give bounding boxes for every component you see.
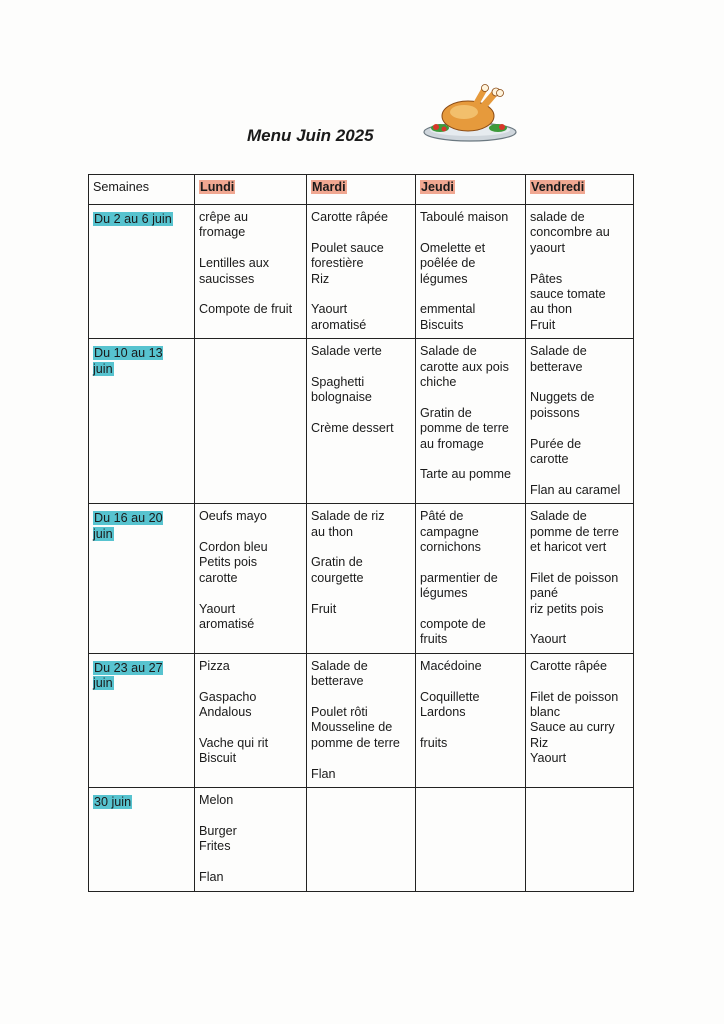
menu-item: Tarte au pomme (420, 467, 511, 482)
menu-item: Yaourt aromatisé (199, 601, 255, 632)
menu-item: Filet de poisson pané riz petits pois (530, 570, 619, 616)
menu-cell-mardi (307, 653, 416, 787)
weeks-header: Semaines (89, 175, 195, 205)
menu-item: Poulet rôti Mousseline de pomme de terre (311, 705, 400, 750)
menu-item: Poulet sauce forestière Riz (311, 240, 384, 286)
week-row (89, 504, 634, 654)
menu-item: Carotte râpée (530, 658, 608, 673)
menu-item: Salade verte (311, 344, 382, 359)
week-row (89, 205, 634, 339)
menu-cell-lundi (195, 653, 307, 787)
week-row (89, 653, 634, 787)
page-title: Menu Juin 2025 (247, 126, 374, 145)
menu-item: Flan (199, 870, 224, 885)
menu-item: Gratin de pomme de terre au fromage (420, 405, 509, 451)
menu-item: Filet de poisson blanc Sauce au curry Riz Yaourt (530, 689, 619, 766)
menu-cell-vendredi (526, 504, 634, 654)
day-header-mardi: Mardi (307, 175, 416, 205)
menu-item: Salade de betterave (530, 344, 587, 374)
menu-item: Spaghetti bolognaise (311, 375, 372, 405)
header-row (89, 175, 634, 205)
menu-cell-vendredi (526, 339, 634, 504)
day-header-lundi: Lundi (195, 175, 307, 205)
week-label-cell (89, 788, 195, 891)
menu-cell-jeudi (416, 788, 526, 891)
week-label: 30 juin (94, 795, 132, 810)
week-label-cell (89, 504, 195, 654)
menu-table (88, 174, 634, 892)
menu-cell-mardi (307, 205, 416, 339)
menu-item: Pizza (199, 658, 230, 673)
day-header-vendredi: Vendredi (526, 175, 634, 205)
menu-cell-jeudi (416, 504, 526, 654)
weeks-body (89, 205, 634, 892)
menu-item: Salade de carotte aux pois chiche (420, 344, 509, 390)
menu-item: Pâté de campagne cornichons (420, 509, 481, 555)
menu-item: Yaourt aromatisé (311, 302, 367, 332)
menu-item: Cordon bleu Petits pois carotte (199, 540, 268, 585)
menu-item: Burger Frites (199, 823, 237, 854)
menu-cell-vendredi (526, 205, 634, 339)
week-label: Du 10 au 13 juin (93, 346, 163, 376)
week-label-cell (89, 205, 195, 339)
menu-item: crêpe au fromage (199, 210, 249, 240)
day-header-jeudi: Jeudi (416, 175, 526, 205)
menu-item: Salade de pomme de terre et haricot vert (530, 509, 619, 555)
menu-cell-mardi (307, 788, 416, 891)
menu-cell-mardi (307, 339, 416, 504)
menu-item: Gratin de courgette (311, 555, 364, 585)
week-row (89, 339, 634, 504)
week-label: Du 2 au 6 juin (94, 212, 172, 226)
menu-item: Taboulé maison (420, 210, 509, 224)
menu-cell-vendredi (526, 788, 634, 891)
menu-item: Salade de riz au thon (311, 509, 385, 539)
menu-cell-jeudi (416, 339, 526, 504)
menu-cell-mardi (307, 504, 416, 654)
menu-item: parmentier de légumes (420, 570, 498, 601)
menu-item: Fruit (311, 601, 337, 616)
week-label: Du 23 au 27 juin (93, 660, 163, 691)
menu-item: Carotte râpée (311, 210, 389, 224)
menu-cell-jeudi (416, 205, 526, 339)
menu-item: Yaourt (530, 632, 567, 647)
menu-cell-lundi (195, 788, 307, 891)
menu-item: fruits (420, 735, 448, 750)
menu-cell-lundi (195, 339, 307, 504)
menu-item: emmental Biscuits (420, 302, 476, 332)
week-label-cell (89, 653, 195, 787)
menu-item: Crème dessert (311, 421, 394, 436)
week-label: Du 16 au 20 juin (93, 511, 163, 541)
menu-item: Purée de carotte (530, 436, 582, 467)
menu-item: Macédoine (420, 658, 482, 673)
menu-item: salade de concombre au yaourt (530, 210, 610, 255)
menu-item: Salade de betterave (311, 658, 368, 689)
menu-item: Melon (199, 793, 234, 808)
menu-item: Pâtes sauce tomate au thon Fruit (530, 271, 606, 332)
roast-chicken-icon (420, 82, 520, 144)
menu-item: Flan (311, 766, 336, 781)
menu-item: Coquillette Lardons (420, 689, 480, 720)
menu-cell-lundi (195, 504, 307, 654)
menu-item: Lentilles aux saucisses (199, 256, 270, 286)
menu-item: Oeufs mayo (199, 509, 267, 524)
menu-item: Gaspacho Andalous (199, 689, 257, 720)
menu-item: Vache qui rit Biscuit (199, 735, 269, 766)
menu-cell-jeudi (416, 653, 526, 787)
menu-item: Nuggets de poissons (530, 390, 595, 420)
week-row (89, 788, 634, 891)
menu-item: Omelette et poêlée de légumes (420, 240, 486, 286)
menu-item: compote de fruits (420, 617, 486, 647)
menu-cell-lundi (195, 205, 307, 339)
menu-cell-vendredi (526, 653, 634, 787)
menu-item: Compote de fruit (199, 302, 293, 317)
menu-item: Flan au caramel (530, 482, 621, 497)
week-label-cell (89, 339, 195, 504)
